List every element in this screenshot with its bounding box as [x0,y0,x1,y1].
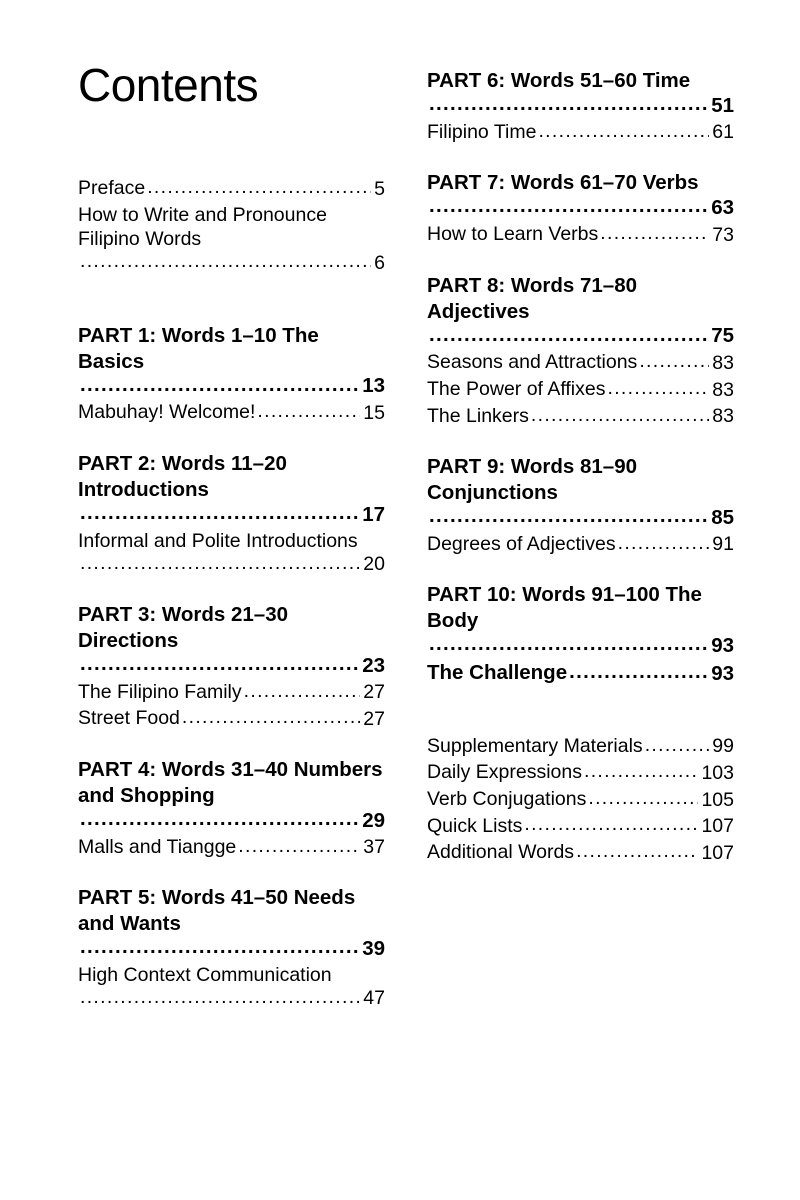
toc-entry-page: 27 [363,681,385,704]
toc-subentry[interactable] [78,706,385,731]
toc-entry-verb-conjugations[interactable] [427,787,734,812]
dot-leader [80,511,359,527]
dot-leader [80,662,359,678]
toc-entry-tail [78,503,385,527]
toc-subentry[interactable] [427,532,734,557]
toc-entry-label: Malls and Tiangge [78,835,237,858]
toc-entry-page: 20 [363,553,385,576]
dot-leader [588,796,698,812]
dot-leader [182,715,360,731]
dot-leader [244,688,361,704]
toc-subentry[interactable] [78,400,385,425]
toc-part-label: PART 3: Words 21–30 Directions [78,603,289,652]
part-group-9 [427,454,734,556]
dot-leader [639,359,709,375]
toc-part-2[interactable] [78,451,385,527]
toc-entry-label: Mabuhay! Welcome! [78,401,256,424]
toc-entry-page: 107 [701,841,734,864]
dot-leader [569,670,708,686]
contents-right-column [427,62,734,891]
toc-entry-tail [427,634,734,658]
part-group-7 [427,170,734,246]
back-matter-group [427,734,734,865]
toc-part-label: PART 7: Words 61–70 Verbs [427,171,699,195]
toc-part-6[interactable] [427,68,734,118]
part-group-10 [427,582,734,685]
toc-entry-page: 105 [701,788,734,811]
toc-subentry[interactable] [78,680,385,705]
part-group-2 [78,451,385,576]
toc-subentry[interactable] [78,963,385,1011]
toc-part-label: PART 6: Words 51–60 Time [427,69,691,92]
section-spacer [78,301,385,323]
toc-entry-page: 15 [363,401,385,424]
dot-leader [584,769,698,785]
toc-part-label: PART 2: Words 11–20 Introductions [78,451,287,501]
toc-entry-quick-lists[interactable] [427,814,734,839]
toc-part-1[interactable] [78,323,385,399]
toc-part-label: PART 1: Words 1–10 The Basics [78,323,319,373]
dot-leader [147,185,371,201]
toc-entry-page: 99 [712,735,734,758]
toc-entry-page: 5 [374,177,385,200]
toc-part-label: PART 8: Words 71–80 Adjectives [427,273,638,323]
toc-entry-page: 61 [712,121,734,144]
toc-part-5[interactable] [78,885,385,961]
toc-entry-label: Street Food [78,707,180,730]
part-group-5 [78,885,385,1010]
toc-entry-label: Filipino Time [427,120,537,143]
toc-entry-label: Additional Words [427,841,575,864]
toc-subentry[interactable] [78,529,385,577]
dot-leader [429,204,708,220]
toc-entry-label: Informal and Polite Introductions [78,529,358,552]
toc-entry-supplementary-materials[interactable] [427,734,734,759]
toc-part-page: 29 [362,808,385,832]
section-spacer [427,712,734,734]
toc-entry-label: The Filipino Family [78,680,242,703]
toc-entry-page: 73 [712,223,734,246]
part-group-4 [78,757,385,859]
toc-entry-page: 93 [711,661,734,685]
toc-entry-label: Degrees of Adjectives [427,532,616,555]
toc-entry-additional-words[interactable] [427,840,734,865]
toc-part-page: 51 [711,93,734,117]
toc-part-4[interactable] [78,757,385,833]
toc-entry-page: 27 [363,707,385,730]
toc-entry-tail [78,252,385,275]
toc-entry-preface[interactable] [78,176,385,201]
contents-left-column [78,59,385,1036]
dot-leader [524,822,698,838]
toc-entry-tail [78,654,385,678]
dot-leader [80,994,360,1010]
front-matter-group [78,176,385,275]
toc-entry-tail [78,374,385,398]
toc-part-10[interactable] [427,582,734,658]
dot-leader [618,540,710,556]
toc-entry-page: 83 [712,405,734,428]
toc-subentry[interactable] [427,120,734,145]
toc-entry-tail [78,937,385,961]
dot-leader [600,231,709,247]
toc-subentry[interactable] [427,222,734,247]
dot-leader [80,259,371,275]
part-group-8 [427,273,734,428]
toc-part-label: PART 5: Words 41–50 Needs and Wants [78,886,356,935]
toc-entry-page: 37 [363,836,385,859]
dot-leader [80,817,359,833]
toc-subentry[interactable] [78,835,385,860]
toc-part-9[interactable] [427,454,734,530]
toc-entry-the-challenge[interactable] [427,660,734,686]
dot-leader [80,382,359,398]
toc-entry-daily-expressions[interactable] [427,760,734,785]
part-group-1 [78,323,385,425]
toc-subentry[interactable] [427,404,734,429]
dot-leader [238,843,360,859]
toc-entry-label: The Challenge [427,661,568,684]
toc-part-label: PART 10: Words 91–100 The Body [427,583,702,633]
toc-entry-label: High Context Communication [78,963,332,986]
dot-leader [80,945,359,961]
toc-part-label: PART 4: Words 31–40 Numbers and Shopping [78,757,383,807]
toc-entry-page: 83 [712,378,734,401]
dot-leader [607,386,709,402]
toc-entry-tail [427,506,734,530]
toc-part-page: 13 [362,374,385,398]
page-title: Contents [78,59,259,111]
toc-entry-label: Preface [78,177,146,199]
toc-entry-label: Seasons and Attractions [427,351,638,374]
toc-entry-label: How to Learn Verbs [427,223,599,246]
dot-leader [257,409,360,425]
toc-entry-label: Supplementary Materials [427,734,643,757]
toc-part-page: 93 [711,634,734,657]
toc-entry-label: Daily Expressions [427,761,582,784]
dot-leader [538,128,709,144]
part-group-3 [78,602,385,731]
toc-part-page: 85 [711,505,734,529]
toc-entry-label: The Linkers [427,404,529,427]
toc-entry-tail [78,987,385,1010]
toc-entry-label: How to Write and Pronounce Filipino Words [78,203,327,251]
toc-subentry[interactable] [427,377,734,402]
toc-part-page: 63 [711,196,734,220]
toc-entry-label: Verb Conjugations [427,787,587,810]
toc-entry-tail [427,94,734,118]
toc-part-page: 39 [362,936,385,960]
dot-leader [429,332,708,348]
dot-leader [429,642,708,658]
toc-part-page: 17 [362,502,385,526]
toc-entry-page: 47 [363,987,385,1010]
toc-part-8[interactable] [427,273,734,349]
dot-leader [645,742,710,758]
toc-entry-page: 91 [712,533,734,556]
dot-leader [576,849,698,865]
toc-part-page: 23 [362,653,385,677]
toc-part-page: 75 [711,324,734,348]
toc-entry-tail [427,196,734,220]
dot-leader [429,514,708,530]
part-group-6 [427,68,734,144]
toc-part-label: PART 9: Words 81–90 Conjunctions [427,455,638,504]
toc-entry-label: The Power of Affixes [427,378,606,400]
toc-entry-page: 6 [374,251,385,274]
contents-columns [78,59,734,1036]
toc-entry-page: 83 [712,352,734,374]
toc-entry-tail [427,324,734,348]
toc-entry-tail [78,553,385,576]
toc-entry-page: 107 [701,815,734,838]
toc-entry-page: 103 [701,761,734,784]
toc-entry-label: Quick Lists [427,814,523,837]
toc-part-3[interactable] [78,602,385,678]
dot-leader [531,412,709,428]
toc-part-7[interactable] [427,170,734,220]
toc-entry-how-to-write-and-pronounce-filipino-words[interactable] [78,203,385,275]
dot-leader [429,102,708,118]
toc-entry-tail [78,809,385,833]
dot-leader [80,560,360,576]
toc-subentry[interactable] [427,350,734,375]
